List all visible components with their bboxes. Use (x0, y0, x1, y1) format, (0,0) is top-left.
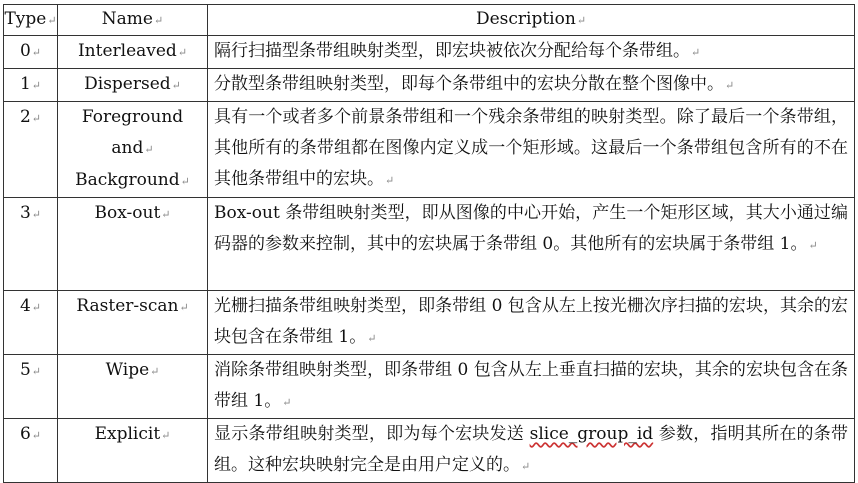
table-row (4, 36, 855, 69)
table-row (4, 198, 855, 291)
table-row (4, 69, 855, 102)
header-row (4, 5, 855, 36)
table-row (4, 419, 855, 483)
type-cell: 0↵ (4, 36, 58, 69)
name-cell: Wipe↵ (58, 355, 208, 419)
type-cell: 4↵ (4, 291, 58, 355)
table-row (4, 355, 855, 419)
header-name: Name↵ (58, 5, 208, 36)
table-row (4, 291, 855, 355)
name-line: Foreground (81, 107, 184, 127)
name-cell: Box-out↵ (58, 198, 208, 291)
description-cell: 分散型条带组映射类型，即每个条带组中的宏块分散在整个图像中。↵ (208, 69, 855, 102)
description-cell: 消除条带组映射类型，即条带组 0 包含从左上垂直扫描的宏块，其余的宏块包含在条带组 1。↵ (208, 355, 855, 419)
description-cell: 光栅扫描条带组映射类型，即条带组 0 包含从左上按光栅次序扫描的宏块，其余的宏块包含在条带组 1。↵ (208, 291, 855, 355)
type-cell: 2↵ (4, 102, 58, 198)
name-cell: Interleaved↵ (58, 36, 208, 69)
description-cell: Box-out 条带组映射类型，即从图像的中心开始，产生一个矩形区域，其大小通过编码器的参数来控制，其中的宏块属于条带组 0。其他所有的宏块属于条带组 1。↵ (208, 198, 855, 291)
slice-group-map-types-table (3, 4, 855, 483)
name-cell: Explicit↵ (58, 419, 208, 483)
type-cell: 6↵ (4, 419, 58, 483)
header-description: Description↵ (208, 5, 855, 36)
slice-group-id-param: slice_group_id (529, 424, 654, 444)
description-cell: 具有一个或者多个前景条带组和一个残余条带组的映射类型。除了最后一个条带组，其他所有的条带组都在图像内定义成一个矩形域。这最后一个条带组包含所有的不在其他条带组中的宏块。↵ (208, 102, 855, 198)
name-line: Background↵ (75, 170, 190, 190)
name-cell (58, 102, 208, 198)
name-cell: Dispersed↵ (58, 69, 208, 102)
name-line: and↵ (111, 138, 154, 158)
header-type: Type↵ (4, 5, 58, 36)
description-cell: 显示条带组映射类型，即为每个宏块发送 slice_group_id 参数，指明其所在的条带组。这种宏块映射完全是由用户定义的。↵ (208, 419, 855, 483)
type-cell: 5↵ (4, 355, 58, 419)
type-cell: 1↵ (4, 69, 58, 102)
table-row (4, 102, 855, 198)
description-cell: 隔行扫描型条带组映射类型，即宏块被依次分配给每个条带组。↵ (208, 36, 855, 69)
type-cell: 3↵ (4, 198, 58, 291)
name-cell: Raster-scan↵ (58, 291, 208, 355)
